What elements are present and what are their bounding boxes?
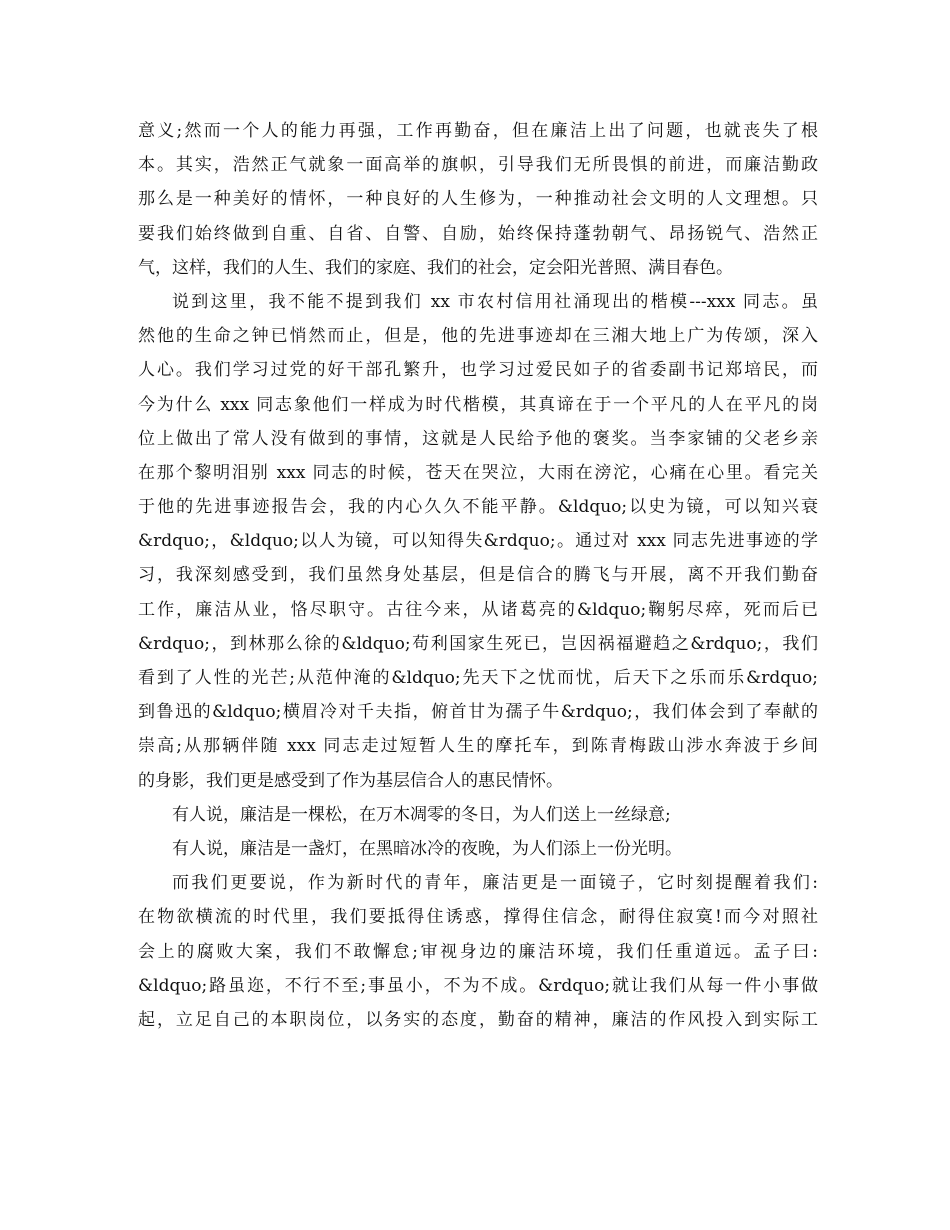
text-line: &ldquo;路虽迩，不行不至;事虽小，不为不成。&rdquo;就让我们从每一件小事做 xyxy=(138,975,818,996)
text-line: 崇高;从那辆伴随 xxx 同志走过短暂人生的摩托车，到陈青梅跋山涉水奔波于乡间 xyxy=(138,736,818,757)
text-line: 人心。我们学习过党的好干部孔繁升，也学习过爱民如子的省委副书记郑培民，而 xyxy=(138,360,818,381)
text-line: 本。其实，浩然正气就象一面高举的旗帜，引导我们无所畏惧的前进，而廉洁勤政 xyxy=(138,155,818,176)
paragraph-mirror-metaphor xyxy=(138,866,818,1037)
paragraph-pine-metaphor xyxy=(138,798,818,832)
text-line: 看到了人性的光芒;从范仲淹的&ldquo;先天下之忧而忧，后天下之乐而乐&rdquo; xyxy=(138,668,818,688)
text-line: 起，立足自己的本职岗位，以务实的态度，勤奋的精神，廉洁的作风投入到实际工 xyxy=(138,1009,818,1030)
text-line: 今为什么 xxx 同志象他们一样成为时代楷模，其真谛在于一个平凡的人在平凡的岗 xyxy=(138,394,818,415)
paragraph-integrity-values xyxy=(138,114,818,285)
text-line: 说到这里，我不能不提到我们 xx 市农村信用社涌现出的楷模---xxx 同志。虽 xyxy=(172,291,818,312)
text-line: 位上做出了常人没有做到的事情，这就是人民给予他的褒奖。当李家铺的父老乡亲 xyxy=(138,428,818,449)
text-line: 的身影，我们更是感受到了作为基层信合人的惠民情怀。 xyxy=(138,770,563,791)
text-line: 到鲁迅的&ldquo;横眉冷对千夫指，俯首甘为孺子牛&rdquo;，我们体会到了奉献的 xyxy=(138,702,818,723)
paragraph-role-model xyxy=(138,285,818,798)
text-line: 有人说，廉洁是一盏灯，在黑暗冰冷的夜晚，为人们添上一份光明。 xyxy=(172,838,682,859)
text-line: 在那个黎明泪别 xxx 同志的时候，苍天在哭泣，大雨在滂沱，心痛在心里。看完关 xyxy=(138,462,818,483)
document-body xyxy=(138,114,818,1037)
text-line: 气，这样，我们的人生、我们的家庭、我们的社会，定会阳光普照、满目春色。 xyxy=(138,257,733,278)
text-line: 有人说，廉洁是一棵松，在万木凋零的冬日，为人们送上一丝绿意; xyxy=(172,804,671,825)
text-line: &rdquo;，&ldquo;以人为镜，可以知得失&rdquo;。通过对 xxx 同志先进事迹的学 xyxy=(138,531,818,552)
text-line: 那么是一种美好的情怀，一种良好的人生修为，一种推动社会文明的人文理想。只 xyxy=(138,189,818,210)
text-line: 要我们始终做到自重、自省、自警、自励，始终保持蓬勃朝气、昂扬锐气、浩然正 xyxy=(138,223,818,244)
text-line: 意义;然而一个人的能力再强，工作再勤奋，但在廉洁上出了问题，也就丧失了根 xyxy=(138,121,818,141)
text-line: 习，我深刻感受到，我们虽然身处基层，但是信合的腾飞与开展，离不开我们勤奋 xyxy=(138,565,818,586)
text-line: 工作，廉洁从业，恪尽职守。古往今来，从诸葛亮的&ldquo;鞠躬尽瘁，死而后已 xyxy=(138,599,818,620)
text-line: 然他的生命之钟已悄然而止，但是，他的先进事迹却在三湘大地上广为传颂，深入 xyxy=(138,326,818,347)
text-line: 会上的腐败大案，我们不敢懈怠;审视身边的廉洁环境，我们任重道远。孟子曰: xyxy=(138,941,818,962)
text-line: 在物欲横流的时代里，我们要抵得住诱惑，撑得住信念，耐得住寂寞!而今对照社 xyxy=(138,907,818,928)
text-line: &rdquo;，到林那么徐的&ldquo;苟利国家生死已，岂因祸福避趋之&rdquo;，我们 xyxy=(138,633,818,654)
text-line: 于他的先进事迹报告会，我的内心久久不能平静。&ldquo;以史为镜，可以知兴衰 xyxy=(138,497,818,518)
paragraph-lamp-metaphor xyxy=(138,832,818,866)
text-line: 而我们更要说，作为新时代的青年，廉洁更是一面镜子，它时刻提醒着我们: xyxy=(172,873,818,894)
